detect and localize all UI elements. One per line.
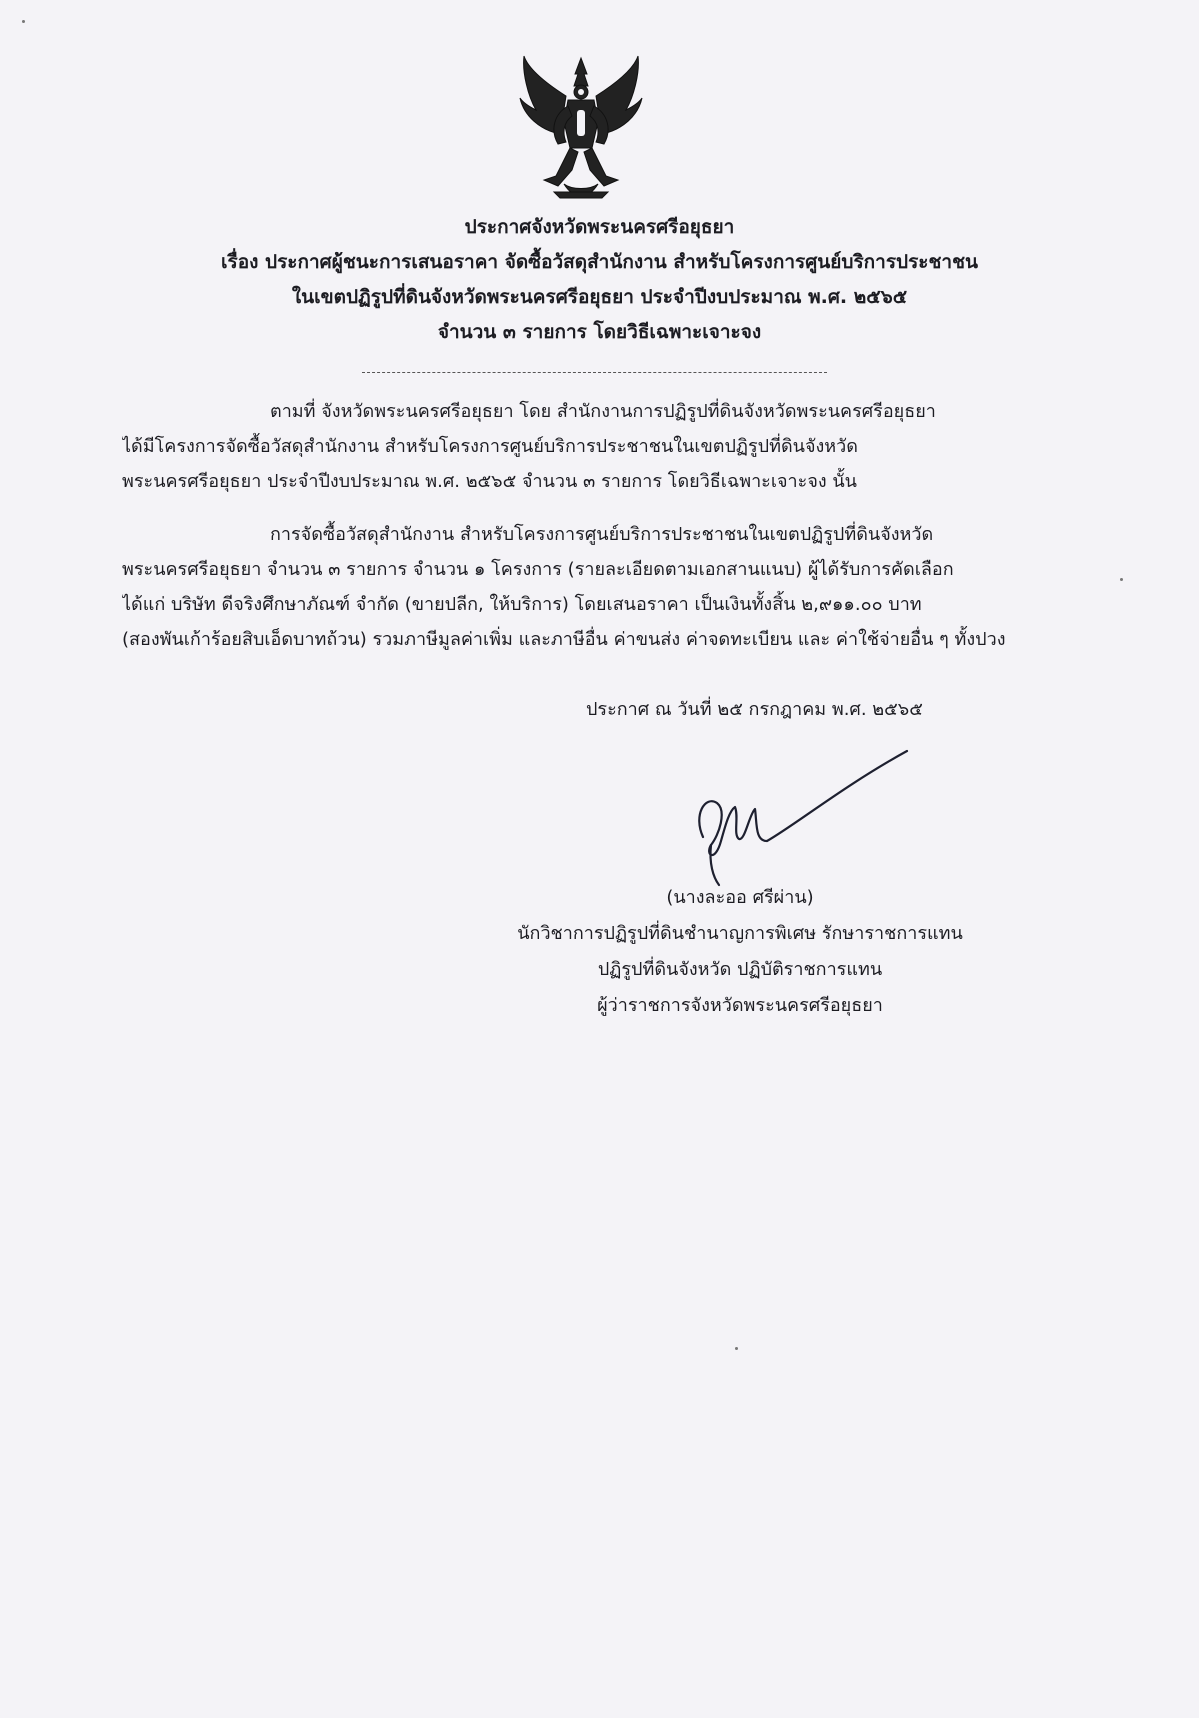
subject-line-1: เรื่อง ประกาศผู้ชนะการเสนอราคา จัดซื้อวัสดุสำนักงาน สำหรับโครงการศูนย์บริการประชาชน xyxy=(221,251,978,273)
signer-position-line: นักวิชาการปฏิรูปที่ดินชำนาญการพิเศษ รักษาราชการแทน xyxy=(517,923,963,944)
document-title-block xyxy=(0,210,1199,350)
scan-speck xyxy=(735,1347,738,1350)
paragraph-line: (สองพันเก้าร้อยสิบเอ็ดบาทถ้วน) รวมภาษีมูลค่าเพิ่ม และภาษีอื่น ค่าขนส่ง ค่าจดทะเบียน และ ค่าใช้จ่ายอื่น ๆ ทั้งปวง xyxy=(122,629,1006,650)
paragraph-line: ได้แก่ บริษัท ดีจริงศึกษาภัณฑ์ จำกัด (ขายปลีก, ให้บริการ) โดยเสนอราคา เป็นเงินทั้งสิ้น ๒,๙๑๑.๐๐ บาท xyxy=(122,594,922,615)
issuer-title: ประกาศจังหวัดพระนครศรีอยุธยา xyxy=(464,216,735,238)
signer-block xyxy=(470,880,1010,1024)
garuda-emblem-icon xyxy=(514,52,648,204)
paragraph-background xyxy=(122,394,1042,499)
scan-speck xyxy=(1120,578,1123,581)
signer-name: (นางละออ ศรีผ่าน) xyxy=(666,887,814,908)
handwritten-signature xyxy=(675,745,915,890)
signer-position-line: ผู้ว่าราชการจังหวัดพระนครศรีอยุธยา xyxy=(597,995,883,1016)
announcement-date: ประกาศ ณ วันที่ ๒๕ กรกฎาคม พ.ศ. ๒๕๖๕ xyxy=(586,699,923,720)
subject-line-2: ในเขตปฏิรูปที่ดินจังหวัดพระนครศรีอยุธยา ประจำปีงบประมาณ พ.ศ. ๒๕๖๕ xyxy=(291,286,908,308)
title-divider xyxy=(362,372,827,373)
paragraph-award xyxy=(122,517,1042,657)
paragraph-line: พระนครศรีอยุธยา จำนวน ๓ รายการ จำนวน ๑ โครงการ (รายละเอียดตามเอกสานแนบ) ผู้ได้รับการคัดเลือก xyxy=(122,559,954,580)
paragraph-line: ได้มีโครงการจัดซื้อวัสดุสำนักงาน สำหรับโครงการศูนย์บริการประชาชนในเขตปฏิรูปที่ดินจังหวัด xyxy=(122,436,858,457)
scan-speck xyxy=(22,20,25,23)
paragraph-line: ตามที่ จังหวัดพระนครศรีอยุธยา โดย สำนักงานการปฏิรูปที่ดินจังหวัดพระนครศรีอยุธยา xyxy=(270,401,936,422)
subject-line-3: จำนวน ๓ รายการ โดยวิธีเฉพาะเจาะจง xyxy=(437,321,762,343)
signer-position-line: ปฏิรูปที่ดินจังหวัด ปฏิบัติราชการแทน xyxy=(597,959,883,980)
paragraph-line: การจัดซื้อวัสดุสำนักงาน สำหรับโครงการศูนย์บริการประชาชนในเขตปฏิรูปที่ดินจังหวัด xyxy=(270,524,934,545)
paragraph-line: พระนครศรีอยุธยา ประจำปีงบประมาณ พ.ศ. ๒๕๖๕ จำนวน ๓ รายการ โดยวิธีเฉพาะเจาะจง นั้น xyxy=(122,471,857,492)
